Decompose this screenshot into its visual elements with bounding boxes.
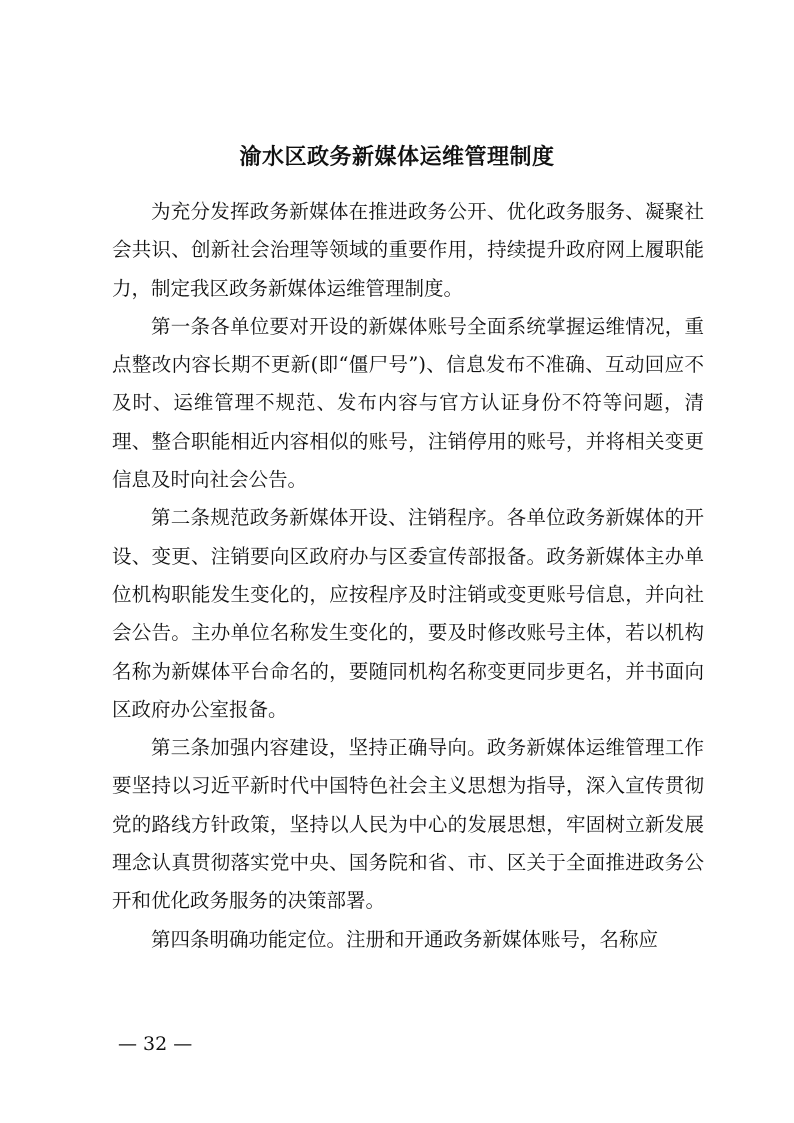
paragraph-article-4: 第四条明确功能定位。注册和开通政务新媒体账号，名称应 xyxy=(151,927,659,951)
paragraph-article-2: 第二条规范政务新媒体开设、注销程序。各单位政务新媒体的开设、变更、注销要向区政府办与区委宣传部报备。政务新媒体主办单位机构职能发生变化的，应按程序及时注销或变更账号信息，并向社会公告。主办单位名称发生变化的，要及时修改账号主体，若以机构名称为新媒体平台命名的，要随同机构名称变更同步更名，并书面向区政府办公室报备。 xyxy=(112,506,704,721)
document-body xyxy=(112,193,704,959)
document-title: 渝水区政务新媒体运维管理制度 xyxy=(239,145,555,170)
paragraph-intro: 为充分发挥政务新媒体在推进政务公开、优化政务服务、凝聚社会共识、创新社会治理等领域的重要作用，持续提升政府网上履职能力，制定我区政务新媒体运维管理制度。 xyxy=(112,200,704,300)
paragraph-article-1: 第一条各单位要对开设的新媒体账号全面系统掌握运维情况，重点整改内容长期不更新(即“僵尸号”)、信息发布不准确、互动回应不及时、运维管理不规范、发布内容与官方认证身份不符等问题，清理、整合职能相近内容相似的账号，注销停用的账号，并将相关变更信息及时向社会公告。 xyxy=(112,314,704,492)
page-number: — 32 — xyxy=(118,1033,193,1055)
paragraph-article-3: 第三条加强内容建设，坚持正确导向。政务新媒体运维管理工作要坚持以习近平新时代中国特色社会主义思想为指导，深入宣传贯彻党的路线方针政策，坚持以人民为中心的发展思想，牢固树立新发展理念认真贯彻落实党中央、国务院和省、市、区关于全面推进政务公开和优化政务服务的决策部署。 xyxy=(112,736,704,913)
